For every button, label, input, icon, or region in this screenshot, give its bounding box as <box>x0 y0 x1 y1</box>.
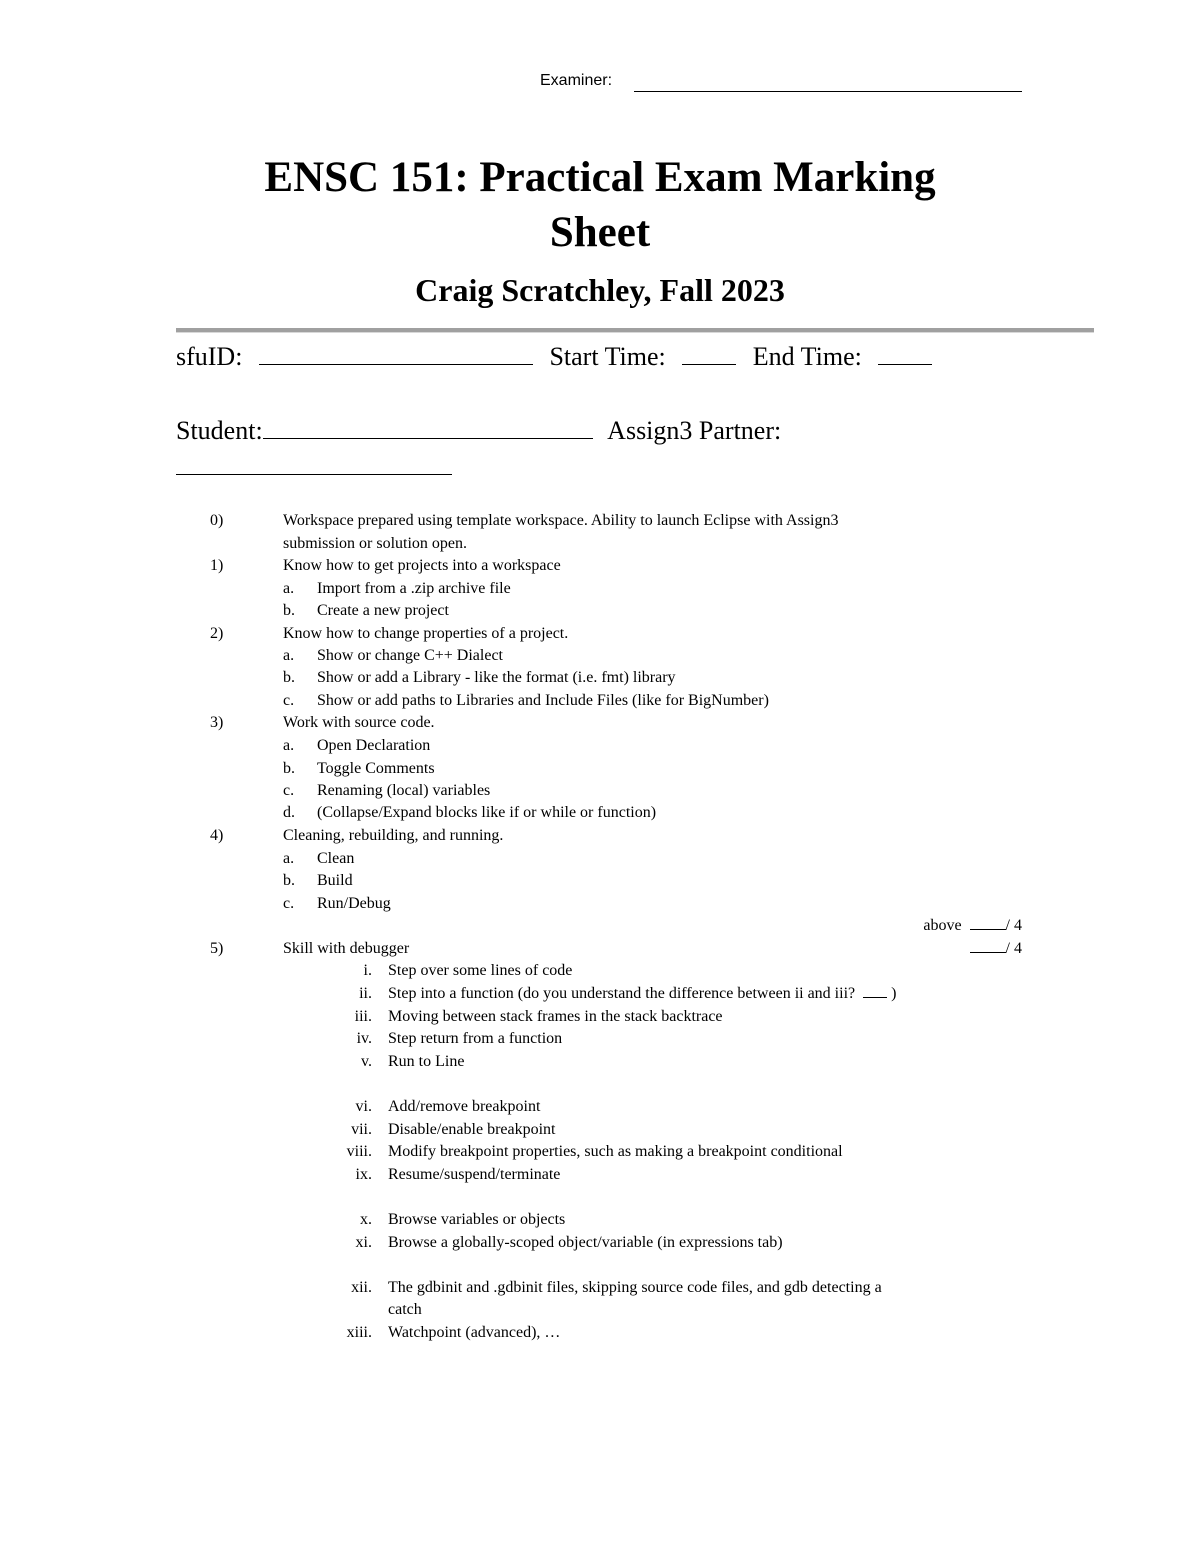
item-number: 2) <box>210 625 224 642</box>
sub-label: a. <box>283 580 295 597</box>
item-text: Workspace prepared using template workspace. Ability to launch Eclipse with Assign3 <box>283 512 839 529</box>
above-denominator: / 4 <box>1005 917 1022 934</box>
step-label: ii. <box>359 985 372 1002</box>
sub-label: a. <box>283 737 295 754</box>
item-text: Skill with debugger <box>283 940 410 957</box>
start-time-field[interactable] <box>682 344 736 365</box>
step-label: iv. <box>356 1030 372 1047</box>
end-time-label: End Time: <box>752 342 862 371</box>
step-text: Watchpoint (advanced), … <box>388 1324 561 1341</box>
step-text: Run to Line <box>388 1053 465 1070</box>
examiner-field[interactable] <box>634 91 1022 92</box>
page-title <box>0 150 1200 260</box>
partner-label: Assign3 Partner: <box>607 416 782 445</box>
start-time-label: Start Time: <box>549 342 666 371</box>
sub-text: Build <box>317 872 353 889</box>
sub-label: b. <box>283 872 295 889</box>
step-label: xii. <box>351 1279 372 1296</box>
debugger-score-field[interactable] <box>970 940 1006 953</box>
step-text: The gdbinit and .gdbinit files, skipping source code files, and gdb detecting a <box>388 1279 882 1296</box>
student-row <box>176 416 781 446</box>
student-label: Student: <box>176 416 263 445</box>
sub-text: Open Declaration <box>317 737 431 754</box>
debugger-score <box>970 940 1022 958</box>
step-label: i. <box>363 962 372 979</box>
end-time-field[interactable] <box>878 344 932 365</box>
item-number: 3) <box>210 714 224 731</box>
title-text: ENSC 151: Practical Exam Marking Sheet <box>264 154 936 256</box>
sub-label: a. <box>283 647 295 664</box>
sub-text: Import from a .zip archive file <box>317 580 511 597</box>
id-time-row <box>176 342 932 372</box>
partner-field[interactable] <box>176 474 452 475</box>
sub-text: Run/Debug <box>317 895 391 912</box>
step-text: Disable/enable breakpoint <box>388 1121 556 1138</box>
above-score <box>923 917 1022 935</box>
step-text: Step into a function (do you understand the difference between ii and iii? <box>388 985 856 1002</box>
step-text: Modify breakpoint properties, such as making a breakpoint conditional <box>388 1143 843 1160</box>
item-text: Know how to change properties of a project. <box>283 625 569 642</box>
debugger-denominator: / 4 <box>1005 940 1022 957</box>
step-label: x. <box>360 1211 372 1228</box>
sub-label: b. <box>283 760 295 777</box>
step-label: xi. <box>355 1234 372 1251</box>
sub-text: (Collapse/Expand blocks like if or while or function) <box>317 804 657 821</box>
step-text-wrap <box>388 985 896 1003</box>
step-label: v. <box>361 1053 372 1070</box>
sfuid-field[interactable] <box>259 344 533 365</box>
sub-text: Show or change C++ Dialect <box>317 647 503 664</box>
sfuid-label: sfuID: <box>176 342 243 371</box>
step-text: Browse a globally-scoped object/variable (in expressions tab) <box>388 1234 783 1251</box>
step-label: xiii. <box>346 1324 372 1341</box>
sub-label: b. <box>283 602 295 619</box>
item-number: 0) <box>210 512 224 529</box>
item-text: submission or solution open. <box>283 535 468 552</box>
step-label: viii. <box>346 1143 372 1160</box>
sub-text: Toggle Comments <box>317 760 435 777</box>
sub-text: Clean <box>317 850 355 867</box>
item-number: 1) <box>210 557 224 574</box>
divider <box>176 328 1094 333</box>
sub-text: Show or add a Library - like the format (i.e. fmt) library <box>317 669 676 686</box>
sub-label: b. <box>283 669 295 686</box>
student-field[interactable] <box>263 418 593 439</box>
item-text: Work with source code. <box>283 714 435 731</box>
item-text: Cleaning, rebuilding, and running. <box>283 827 504 844</box>
step-text: Step over some lines of code <box>388 962 573 979</box>
step-label: vi. <box>355 1098 372 1115</box>
examiner-label: Examiner: <box>540 72 613 89</box>
step-text: Add/remove breakpoint <box>388 1098 541 1115</box>
item-text: Know how to get projects into a workspace <box>283 557 561 574</box>
sub-text: Create a new project <box>317 602 449 619</box>
step-text: Resume/suspend/terminate <box>388 1166 561 1183</box>
above-label: above <box>923 917 962 934</box>
step-label: iii. <box>354 1008 372 1025</box>
step-label: vii. <box>351 1121 372 1138</box>
step-text: Moving between stack frames in the stack backtrace <box>388 1008 723 1025</box>
sub-text: Show or add paths to Libraries and Include Files (like for BigNumber) <box>317 692 769 709</box>
sub-label: c. <box>283 692 295 709</box>
page-subtitle: Craig Scratchley, Fall 2023 <box>415 272 785 308</box>
step-text: catch <box>388 1301 422 1318</box>
sub-label: c. <box>283 895 295 912</box>
item-number: 5) <box>210 940 224 957</box>
sub-label: a. <box>283 850 295 867</box>
sub-label: c. <box>283 782 295 799</box>
item-number: 4) <box>210 827 224 844</box>
sub-text: Renaming (local) variables <box>317 782 491 799</box>
step-text: Browse variables or objects <box>388 1211 566 1228</box>
step-text: Step return from a function <box>388 1030 563 1047</box>
step-suffix: ) <box>891 985 897 1002</box>
step-label: ix. <box>355 1166 372 1183</box>
difference-answer-field[interactable] <box>863 985 887 998</box>
above-score-field[interactable] <box>970 917 1006 930</box>
sub-label: d. <box>283 804 295 821</box>
